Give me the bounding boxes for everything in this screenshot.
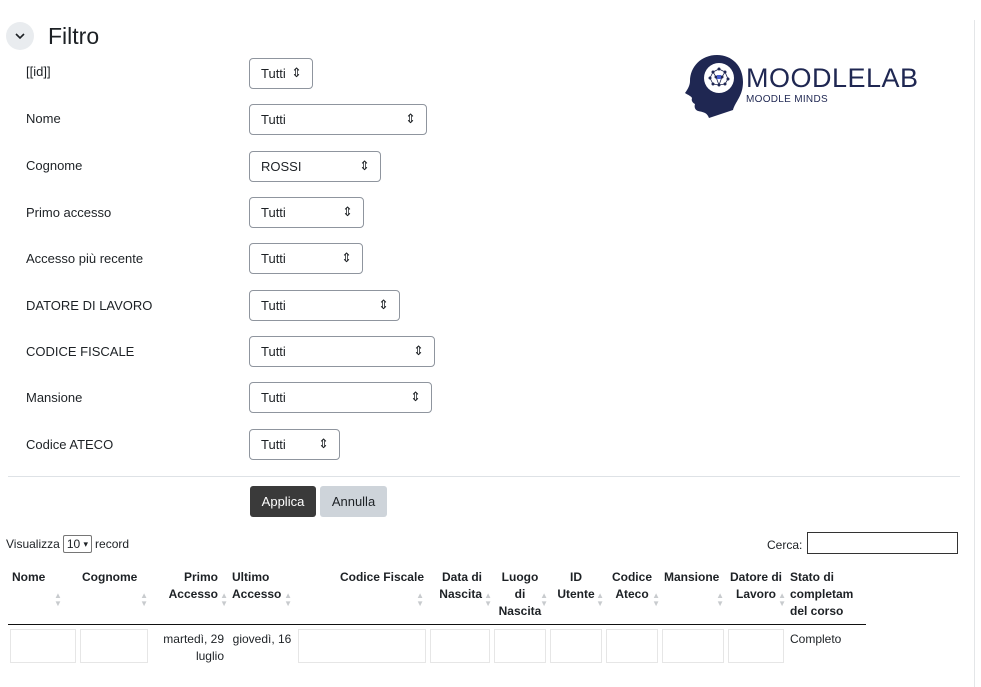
col-header-codice-ateco[interactable] — [604, 565, 660, 625]
filter-select-primo-accesso[interactable] — [249, 197, 364, 228]
cell-luogo-nascita — [492, 625, 548, 678]
select-arrows-icon: ⇕ — [342, 204, 353, 219]
sort-icon: ▲ ▼ — [540, 591, 548, 608]
filter-select-cognome[interactable] — [249, 151, 381, 182]
select-value: Tutti — [261, 66, 286, 81]
col-header-data-nascita[interactable] — [428, 565, 492, 625]
header-label: Ultimo Accesso — [232, 570, 282, 601]
sort-icon: ▲ ▼ — [220, 591, 228, 608]
select-arrows-icon: ⇕ — [378, 297, 389, 312]
divider — [8, 476, 960, 477]
sort-icon: ▲ ▼ — [140, 591, 148, 608]
sort-icon: ▲ ▼ — [716, 591, 724, 608]
select-value: Tutti — [261, 390, 286, 405]
select-arrows-icon: ⇕ — [413, 343, 424, 358]
search-input[interactable] — [807, 532, 958, 554]
select-arrows-icon: ⇕ — [341, 250, 352, 265]
page-length-value: 10 — [66, 537, 81, 551]
filter-select-accesso-recente[interactable] — [249, 243, 363, 274]
filter-label-mansione: Mansione — [26, 390, 83, 405]
cancel-button[interactable]: Annulla — [320, 486, 387, 517]
header-label: Stato di completam del corso — [790, 570, 854, 618]
sort-icon: ▲ ▼ — [652, 591, 660, 608]
header-label: Luogo di Nascita — [498, 570, 542, 618]
select-value: Tutti — [261, 112, 286, 127]
col-header-codice-fiscale[interactable] — [296, 565, 428, 625]
results-table — [8, 565, 866, 677]
moodlelab-logo-icon — [683, 52, 747, 122]
cell-placeholder — [662, 629, 724, 663]
cell-placeholder — [10, 629, 76, 663]
cell-ultimo-accesso: giovedì, 16 — [232, 632, 292, 646]
search-label: Cerca: — [767, 538, 803, 552]
select-value: Tutti — [261, 251, 286, 266]
col-header-luogo-nascita[interactable] — [492, 565, 548, 625]
select-arrows-icon: ⇕ — [318, 436, 329, 451]
cell-placeholder — [550, 629, 602, 663]
header-label: Codice Fiscale — [339, 570, 424, 584]
filter-select-codice-fiscale[interactable] — [249, 336, 435, 367]
logo-tagline: MOODLE MINDS — [746, 94, 828, 105]
header-label: Data di Nascita — [439, 570, 482, 601]
cell-cognome — [78, 625, 150, 678]
header-label: Codice Ateco — [611, 570, 652, 601]
col-header-primo-accesso[interactable] — [150, 565, 228, 625]
cell-stato: Completo — [790, 632, 842, 646]
filter-title: Filtro — [48, 22, 100, 49]
header-label: ID Utente — [557, 570, 595, 601]
table-header-row — [8, 565, 866, 625]
filter-label-accesso-recente: Accesso più recente — [26, 251, 144, 266]
filter-header[interactable] — [6, 22, 99, 50]
chevron-down-icon: ▾ — [83, 538, 89, 549]
cell-codice-fiscale — [296, 625, 428, 678]
select-value: Tutti — [261, 344, 286, 359]
filter-select-id[interactable] — [249, 58, 313, 89]
cell-placeholder — [606, 629, 658, 663]
cell-id-utente — [548, 625, 604, 678]
col-header-ultimo-accesso[interactable] — [228, 565, 296, 625]
col-header-mansione[interactable] — [660, 565, 726, 625]
cell-placeholder — [728, 629, 784, 663]
header-label: Nome — [12, 570, 46, 584]
filter-select-datore[interactable] — [249, 290, 400, 321]
cell-data-nascita — [428, 625, 492, 678]
select-value: Tutti — [261, 437, 286, 452]
page-length-control — [6, 535, 129, 553]
filter-label-datore: DATORE DI LAVORO — [26, 298, 153, 313]
chevron-down-icon[interactable] — [6, 22, 34, 50]
filter-label-primo-accesso: Primo accesso — [26, 205, 112, 220]
cell-codice-ateco — [604, 625, 660, 678]
filter-label-id: [[id]] — [26, 64, 51, 79]
col-header-nome[interactable] — [8, 565, 78, 625]
sort-icon: ▲ ▼ — [778, 591, 786, 608]
filter-label-cognome: Cognome — [26, 158, 83, 173]
select-arrows-icon: ⇕ — [410, 389, 421, 404]
col-header-stato[interactable] — [786, 565, 866, 625]
header-label: Datore di Lavoro — [730, 570, 783, 601]
filter-label-codice-fiscale: CODICE FISCALE — [26, 344, 135, 359]
table-row[interactable] — [8, 625, 866, 678]
select-arrows-icon: ⇕ — [291, 65, 302, 80]
cell-placeholder — [430, 629, 490, 663]
sort-icon: ▲ ▼ — [284, 591, 292, 608]
select-value: Tutti — [261, 205, 286, 220]
show-suffix: record — [95, 537, 130, 551]
logo-name: MOODLELAB — [746, 63, 919, 93]
sort-icon: ▲ ▼ — [54, 591, 62, 608]
cell-nome — [8, 625, 78, 678]
sort-icon: ▲ ▼ — [416, 591, 424, 608]
filter-label-ateco: Codice ATECO — [26, 437, 114, 452]
filter-select-ateco[interactable] — [249, 429, 340, 460]
show-prefix: Visualizza — [6, 537, 60, 551]
header-label: Mansione — [664, 570, 720, 584]
cell-mansione — [660, 625, 726, 678]
cell-placeholder — [494, 629, 546, 663]
cell-placeholder — [80, 629, 148, 663]
sort-icon: ▲ ▼ — [484, 591, 492, 608]
apply-button[interactable]: Applica — [250, 486, 316, 517]
select-arrows-icon: ⇕ — [405, 111, 416, 126]
header-label: Primo Accesso — [168, 570, 218, 601]
select-value: ROSSI — [261, 159, 302, 174]
select-value: Tutti — [261, 298, 286, 313]
header-label: Cognome — [82, 570, 138, 584]
filter-label-nome: Nome — [26, 111, 61, 126]
cell-datore — [726, 625, 786, 678]
filter-select-nome[interactable] — [249, 104, 427, 135]
col-header-cognome[interactable] — [78, 565, 150, 625]
select-arrows-icon: ⇕ — [359, 158, 370, 173]
content-right-border — [974, 20, 975, 687]
page-length-select[interactable] — [63, 535, 92, 553]
sort-icon: ▲ ▼ — [596, 591, 604, 608]
cell-primo-accesso: martedì, 29 luglio — [163, 632, 224, 663]
col-header-datore[interactable] — [726, 565, 786, 625]
filter-select-mansione[interactable] — [249, 382, 432, 413]
cell-placeholder — [298, 629, 426, 663]
col-header-id-utente[interactable] — [548, 565, 604, 625]
